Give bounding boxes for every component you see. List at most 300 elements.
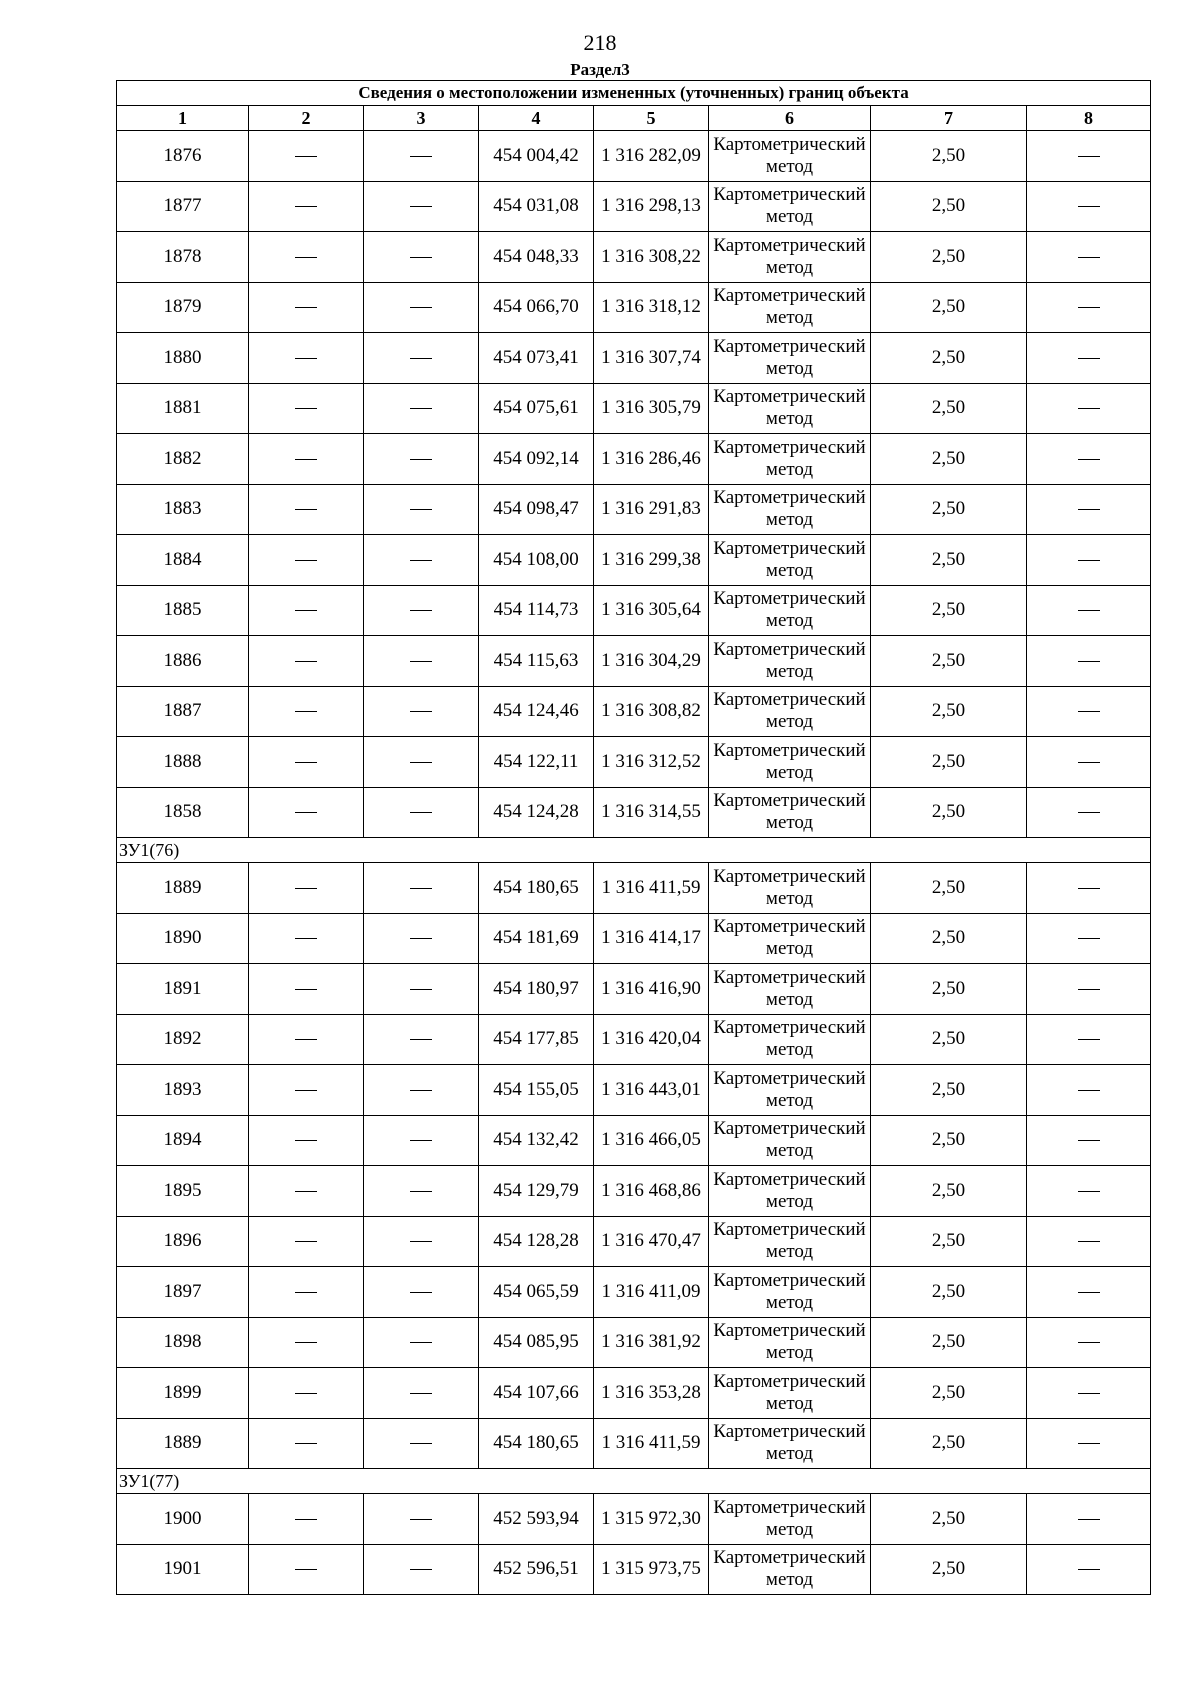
- table-row: [117, 787, 1151, 838]
- dash-mark: [295, 1519, 317, 1520]
- col3-cell: [364, 1267, 479, 1318]
- col3-cell: [364, 1014, 479, 1065]
- table-row: [117, 737, 1151, 788]
- table-caption: Сведения о местоположении измененных (уточненных) границ объекта: [117, 81, 1151, 106]
- x-coordinate-cell: 454 031,08: [479, 181, 594, 232]
- method-cell: [709, 232, 871, 283]
- table-body: [117, 81, 1151, 1595]
- accuracy-cell: 2,50: [871, 1418, 1027, 1469]
- y-coordinate-cell: 1 316 312,52: [594, 737, 709, 788]
- table-row: [117, 232, 1151, 283]
- method-cell: [709, 964, 871, 1015]
- method-text: Картометрический метод: [713, 1496, 866, 1540]
- dash-mark: [410, 1191, 432, 1192]
- dash-mark: [295, 408, 317, 409]
- method-text: Картометрический метод: [713, 916, 866, 960]
- dash-mark: [410, 762, 432, 763]
- accuracy-cell: 2,50: [871, 1317, 1027, 1368]
- col3-cell: [364, 1317, 479, 1368]
- x-coordinate-cell: 454 085,95: [479, 1317, 594, 1368]
- col2-cell: [249, 1014, 364, 1065]
- col2-cell: [249, 434, 364, 485]
- accuracy-cell: 2,50: [871, 131, 1027, 182]
- point-number-cell: 1876: [117, 131, 249, 182]
- accuracy-cell: 2,50: [871, 1216, 1027, 1267]
- table-row: [117, 636, 1151, 687]
- col8-cell: [1027, 737, 1151, 788]
- table-row: [117, 131, 1151, 182]
- col8-cell: [1027, 1115, 1151, 1166]
- method-text: Картометрический метод: [713, 537, 866, 581]
- table-row: [117, 1115, 1151, 1166]
- dash-mark: [295, 1090, 317, 1091]
- dash-mark: [1078, 1090, 1100, 1091]
- y-coordinate-cell: 1 316 416,90: [594, 964, 709, 1015]
- point-number-cell: 1889: [117, 863, 249, 914]
- col8-cell: [1027, 787, 1151, 838]
- dash-mark: [410, 358, 432, 359]
- column-header: 5: [594, 106, 709, 131]
- method-text: Картометрический метод: [713, 1370, 866, 1414]
- col3-cell: [364, 1216, 479, 1267]
- dash-mark: [1078, 560, 1100, 561]
- y-coordinate-cell: 1 316 282,09: [594, 131, 709, 182]
- method-cell: [709, 1267, 871, 1318]
- x-coordinate-cell: 454 124,46: [479, 686, 594, 737]
- dash-mark: [295, 1569, 317, 1570]
- dash-mark: [410, 408, 432, 409]
- dash-mark: [1078, 1342, 1100, 1343]
- method-cell: [709, 686, 871, 737]
- point-number-cell: 1896: [117, 1216, 249, 1267]
- method-cell: [709, 383, 871, 434]
- coordinates-table: [116, 80, 1151, 1595]
- column-header: 2: [249, 106, 364, 131]
- dash-mark: [410, 156, 432, 157]
- col8-cell: [1027, 434, 1151, 485]
- accuracy-cell: 2,50: [871, 913, 1027, 964]
- x-coordinate-cell: 454 128,28: [479, 1216, 594, 1267]
- dash-mark: [410, 989, 432, 990]
- col2-cell: [249, 585, 364, 636]
- point-number-cell: 1883: [117, 484, 249, 535]
- col3-cell: [364, 1368, 479, 1419]
- table-row: [117, 333, 1151, 384]
- col8-cell: [1027, 1544, 1151, 1595]
- col3-cell: [364, 636, 479, 687]
- col8-cell: [1027, 1216, 1151, 1267]
- dash-mark: [295, 888, 317, 889]
- col2-cell: [249, 1317, 364, 1368]
- point-number-cell: 1885: [117, 585, 249, 636]
- dash-mark: [410, 1140, 432, 1141]
- col3-cell: [364, 964, 479, 1015]
- table-row: [117, 686, 1151, 737]
- dash-mark: [295, 711, 317, 712]
- col8-cell: [1027, 1418, 1151, 1469]
- method-cell: [709, 787, 871, 838]
- table-row: [117, 1418, 1151, 1469]
- dash-mark: [410, 206, 432, 207]
- col2-cell: [249, 863, 364, 914]
- col3-cell: [364, 434, 479, 485]
- y-coordinate-cell: 1 316 291,83: [594, 484, 709, 535]
- dash-mark: [1078, 762, 1100, 763]
- dash-mark: [410, 1090, 432, 1091]
- method-cell: [709, 1065, 871, 1116]
- dash-mark: [1078, 812, 1100, 813]
- method-text: Картометрический метод: [713, 335, 866, 379]
- dash-mark: [1078, 1191, 1100, 1192]
- dash-mark: [410, 938, 432, 939]
- x-coordinate-cell: 454 180,65: [479, 863, 594, 914]
- point-number-cell: 1858: [117, 787, 249, 838]
- method-text: Картометрический метод: [713, 436, 866, 480]
- col8-cell: [1027, 1267, 1151, 1318]
- table-row: [117, 1065, 1151, 1116]
- dash-mark: [295, 307, 317, 308]
- method-text: Картометрический метод: [713, 739, 866, 783]
- point-number-cell: 1887: [117, 686, 249, 737]
- col3-cell: [364, 1166, 479, 1217]
- accuracy-cell: 2,50: [871, 1267, 1027, 1318]
- x-coordinate-cell: 454 107,66: [479, 1368, 594, 1419]
- col8-cell: [1027, 863, 1151, 914]
- dash-mark: [1078, 1039, 1100, 1040]
- col8-cell: [1027, 913, 1151, 964]
- method-cell: [709, 913, 871, 964]
- col2-cell: [249, 282, 364, 333]
- accuracy-cell: 2,50: [871, 181, 1027, 232]
- col8-cell: [1027, 535, 1151, 586]
- y-coordinate-cell: 1 316 414,17: [594, 913, 709, 964]
- y-coordinate-cell: 1 315 973,75: [594, 1544, 709, 1595]
- column-header: 6: [709, 106, 871, 131]
- y-coordinate-cell: 1 316 308,82: [594, 686, 709, 737]
- group-label: ЗУ1(77): [117, 1469, 1151, 1494]
- col2-cell: [249, 737, 364, 788]
- point-number-cell: 1889: [117, 1418, 249, 1469]
- method-cell: [709, 1368, 871, 1419]
- method-cell: [709, 131, 871, 182]
- dash-mark: [410, 1342, 432, 1343]
- table-row: [117, 181, 1151, 232]
- dash-mark: [295, 1443, 317, 1444]
- method-cell: [709, 1418, 871, 1469]
- col2-cell: [249, 1368, 364, 1419]
- method-cell: [709, 434, 871, 485]
- col2-cell: [249, 1166, 364, 1217]
- col8-cell: [1027, 964, 1151, 1015]
- method-text: Картометрический метод: [713, 865, 866, 909]
- col8-cell: [1027, 1014, 1151, 1065]
- col3-cell: [364, 484, 479, 535]
- accuracy-cell: 2,50: [871, 585, 1027, 636]
- point-number-cell: 1878: [117, 232, 249, 283]
- dash-mark: [295, 206, 317, 207]
- point-number-cell: 1888: [117, 737, 249, 788]
- dash-mark: [295, 156, 317, 157]
- col3-cell: [364, 1065, 479, 1116]
- dash-mark: [410, 509, 432, 510]
- y-coordinate-cell: 1 316 314,55: [594, 787, 709, 838]
- col8-cell: [1027, 333, 1151, 384]
- dash-mark: [1078, 610, 1100, 611]
- y-coordinate-cell: 1 316 299,38: [594, 535, 709, 586]
- dash-mark: [410, 1039, 432, 1040]
- col3-cell: [364, 282, 479, 333]
- y-coordinate-cell: 1 316 305,79: [594, 383, 709, 434]
- method-cell: [709, 737, 871, 788]
- column-header: 7: [871, 106, 1027, 131]
- dash-mark: [295, 762, 317, 763]
- y-coordinate-cell: 1 315 972,30: [594, 1494, 709, 1545]
- y-coordinate-cell: 1 316 353,28: [594, 1368, 709, 1419]
- dash-mark: [410, 888, 432, 889]
- col2-cell: [249, 181, 364, 232]
- column-header: 1: [117, 106, 249, 131]
- method-cell: [709, 535, 871, 586]
- y-coordinate-cell: 1 316 298,13: [594, 181, 709, 232]
- method-cell: [709, 636, 871, 687]
- dash-mark: [410, 560, 432, 561]
- method-text: Картометрический метод: [713, 1320, 866, 1364]
- dash-mark: [410, 1393, 432, 1394]
- col3-cell: [364, 232, 479, 283]
- accuracy-cell: 2,50: [871, 383, 1027, 434]
- x-coordinate-cell: 454 114,73: [479, 585, 594, 636]
- method-cell: [709, 1014, 871, 1065]
- dash-mark: [295, 509, 317, 510]
- table-row: [117, 1166, 1151, 1217]
- y-coordinate-cell: 1 316 466,05: [594, 1115, 709, 1166]
- table-row: [117, 535, 1151, 586]
- accuracy-cell: 2,50: [871, 1166, 1027, 1217]
- table-row: [117, 863, 1151, 914]
- table-row: [117, 1544, 1151, 1595]
- method-cell: [709, 181, 871, 232]
- dash-mark: [295, 1292, 317, 1293]
- table-row: [117, 1216, 1151, 1267]
- method-cell: [709, 1166, 871, 1217]
- x-coordinate-cell: 454 075,61: [479, 383, 594, 434]
- col8-cell: [1027, 484, 1151, 535]
- dash-mark: [410, 459, 432, 460]
- table-caption-row: [117, 81, 1151, 106]
- dash-mark: [410, 257, 432, 258]
- col3-cell: [364, 913, 479, 964]
- dash-mark: [295, 1140, 317, 1141]
- dash-mark: [410, 1292, 432, 1293]
- col8-cell: [1027, 383, 1151, 434]
- accuracy-cell: 2,50: [871, 282, 1027, 333]
- dash-mark: [410, 812, 432, 813]
- method-text: Картометрический метод: [713, 386, 866, 430]
- accuracy-cell: 2,50: [871, 863, 1027, 914]
- point-number-cell: 1892: [117, 1014, 249, 1065]
- col3-cell: [364, 1494, 479, 1545]
- col3-cell: [364, 535, 479, 586]
- col2-cell: [249, 1418, 364, 1469]
- point-number-cell: 1898: [117, 1317, 249, 1368]
- x-coordinate-cell: 454 155,05: [479, 1065, 594, 1116]
- point-number-cell: 1882: [117, 434, 249, 485]
- dash-mark: [1078, 711, 1100, 712]
- method-cell: [709, 484, 871, 535]
- x-coordinate-cell: 454 004,42: [479, 131, 594, 182]
- y-coordinate-cell: 1 316 411,59: [594, 1418, 709, 1469]
- col3-cell: [364, 383, 479, 434]
- col3-cell: [364, 863, 479, 914]
- point-number-cell: 1897: [117, 1267, 249, 1318]
- accuracy-cell: 2,50: [871, 1065, 1027, 1116]
- table-row: [117, 484, 1151, 535]
- dash-mark: [295, 989, 317, 990]
- col8-cell: [1027, 1368, 1151, 1419]
- col8-cell: [1027, 1166, 1151, 1217]
- method-text: Картометрический метод: [713, 133, 866, 177]
- dash-mark: [1078, 1569, 1100, 1570]
- x-coordinate-cell: 454 066,70: [479, 282, 594, 333]
- y-coordinate-cell: 1 316 411,09: [594, 1267, 709, 1318]
- x-coordinate-cell: 454 122,11: [479, 737, 594, 788]
- method-text: Картометрический метод: [713, 487, 866, 531]
- method-text: Картометрический метод: [713, 966, 866, 1010]
- x-coordinate-cell: 454 115,63: [479, 636, 594, 687]
- column-header: 3: [364, 106, 479, 131]
- dash-mark: [1078, 661, 1100, 662]
- method-cell: [709, 282, 871, 333]
- dash-mark: [410, 1519, 432, 1520]
- section-title: Раздел3: [570, 60, 630, 79]
- col2-cell: [249, 333, 364, 384]
- accuracy-cell: 2,50: [871, 535, 1027, 586]
- x-coordinate-cell: 454 098,47: [479, 484, 594, 535]
- method-cell: [709, 1115, 871, 1166]
- column-header: 8: [1027, 106, 1151, 131]
- dash-mark: [1078, 408, 1100, 409]
- dash-mark: [1078, 1443, 1100, 1444]
- point-number-cell: 1884: [117, 535, 249, 586]
- col3-cell: [364, 686, 479, 737]
- col8-cell: [1027, 282, 1151, 333]
- col8-cell: [1027, 686, 1151, 737]
- x-coordinate-cell: 454 132,42: [479, 1115, 594, 1166]
- point-number-cell: 1879: [117, 282, 249, 333]
- dash-mark: [1078, 938, 1100, 939]
- method-cell: [709, 1544, 871, 1595]
- dash-mark: [1078, 257, 1100, 258]
- y-coordinate-cell: 1 316 305,64: [594, 585, 709, 636]
- table-row: [117, 913, 1151, 964]
- col2-cell: [249, 1544, 364, 1595]
- point-number-cell: 1880: [117, 333, 249, 384]
- table-row: [117, 434, 1151, 485]
- method-text: Картометрический метод: [713, 1017, 866, 1061]
- method-text: Картометрический метод: [713, 638, 866, 682]
- method-text: Картометрический метод: [713, 588, 866, 632]
- accuracy-cell: 2,50: [871, 1368, 1027, 1419]
- table-row: [117, 1494, 1151, 1545]
- col3-cell: [364, 1115, 479, 1166]
- dash-mark: [295, 1039, 317, 1040]
- point-number-cell: 1900: [117, 1494, 249, 1545]
- accuracy-cell: 2,50: [871, 787, 1027, 838]
- x-coordinate-cell: 454 124,28: [479, 787, 594, 838]
- accuracy-cell: 2,50: [871, 636, 1027, 687]
- point-number-cell: 1881: [117, 383, 249, 434]
- page-number: 218: [583, 30, 617, 55]
- method-cell: [709, 585, 871, 636]
- dash-mark: [1078, 459, 1100, 460]
- x-coordinate-cell: 454 092,14: [479, 434, 594, 485]
- table-header-row: [117, 106, 1151, 131]
- y-coordinate-cell: 1 316 307,74: [594, 333, 709, 384]
- y-coordinate-cell: 1 316 304,29: [594, 636, 709, 687]
- x-coordinate-cell: 454 129,79: [479, 1166, 594, 1217]
- accuracy-cell: 2,50: [871, 1115, 1027, 1166]
- accuracy-cell: 2,50: [871, 964, 1027, 1015]
- method-cell: [709, 1317, 871, 1368]
- dash-mark: [295, 1393, 317, 1394]
- col8-cell: [1027, 1317, 1151, 1368]
- col2-cell: [249, 131, 364, 182]
- col3-cell: [364, 787, 479, 838]
- dash-mark: [1078, 206, 1100, 207]
- accuracy-cell: 2,50: [871, 737, 1027, 788]
- point-number-cell: 1886: [117, 636, 249, 687]
- col2-cell: [249, 383, 364, 434]
- y-coordinate-cell: 1 316 308,22: [594, 232, 709, 283]
- dash-mark: [295, 610, 317, 611]
- dash-mark: [1078, 358, 1100, 359]
- group-label: ЗУ1(76): [117, 838, 1151, 863]
- accuracy-cell: 2,50: [871, 232, 1027, 283]
- point-number-cell: 1890: [117, 913, 249, 964]
- accuracy-cell: 2,50: [871, 333, 1027, 384]
- dash-mark: [295, 257, 317, 258]
- x-coordinate-cell: 454 177,85: [479, 1014, 594, 1065]
- dash-mark: [410, 307, 432, 308]
- method-text: Картометрический метод: [713, 184, 866, 228]
- method-text: Картометрический метод: [713, 1118, 866, 1162]
- point-number-cell: 1895: [117, 1166, 249, 1217]
- table-row: [117, 964, 1151, 1015]
- col2-cell: [249, 913, 364, 964]
- dash-mark: [410, 610, 432, 611]
- dash-mark: [1078, 509, 1100, 510]
- dash-mark: [295, 1342, 317, 1343]
- col3-cell: [364, 585, 479, 636]
- x-coordinate-cell: 454 073,41: [479, 333, 594, 384]
- method-text: Картометрический метод: [713, 1219, 866, 1263]
- method-cell: [709, 863, 871, 914]
- col2-cell: [249, 1065, 364, 1116]
- dash-mark: [295, 459, 317, 460]
- y-coordinate-cell: 1 316 286,46: [594, 434, 709, 485]
- col8-cell: [1027, 1065, 1151, 1116]
- col2-cell: [249, 1216, 364, 1267]
- accuracy-cell: 2,50: [871, 1544, 1027, 1595]
- table-row: [117, 1267, 1151, 1318]
- method-cell: [709, 1216, 871, 1267]
- accuracy-cell: 2,50: [871, 1494, 1027, 1545]
- col2-cell: [249, 964, 364, 1015]
- method-text: Картометрический метод: [713, 790, 866, 834]
- x-coordinate-cell: 454 108,00: [479, 535, 594, 586]
- x-coordinate-cell: 454 181,69: [479, 913, 594, 964]
- method-text: Картометрический метод: [713, 1547, 866, 1591]
